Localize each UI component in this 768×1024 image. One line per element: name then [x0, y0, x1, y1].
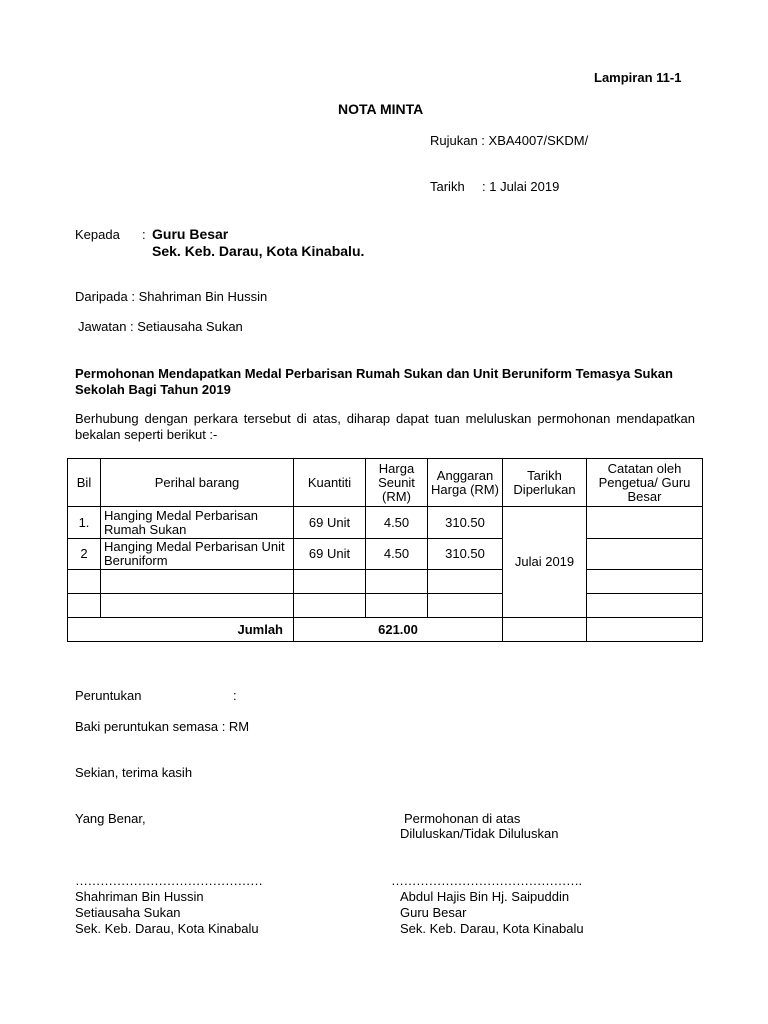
- row-bil: 2: [68, 539, 101, 570]
- approval-line-1: Permohonan di atas: [404, 811, 521, 826]
- closing-salutation: Yang Benar,: [75, 811, 146, 826]
- items-table: [67, 458, 703, 642]
- header-harga-seunit: Harga Seunit (RM): [366, 459, 428, 507]
- signatory-right-school: Sek. Keb. Darau, Kota Kinabalu: [400, 921, 584, 936]
- approval-line-2: Diluluskan/Tidak Diluluskan: [400, 826, 559, 841]
- row-harga: 4.50: [366, 507, 428, 539]
- allocation-label: Peruntukan: [75, 688, 142, 703]
- header-perihal: Perihal barang: [101, 459, 294, 507]
- reference-number: Rujukan : XBA4007/SKDM/: [430, 133, 589, 148]
- signatory-left-position: Setiausaha Sukan: [75, 905, 181, 920]
- document-title: NOTA MINTA: [338, 101, 424, 117]
- total-value: 621.00: [294, 618, 503, 642]
- total-label: Jumlah: [101, 618, 294, 642]
- row-bil: 1.: [68, 507, 101, 539]
- signatory-right-name: Abdul Hajis Bin Hj. Saipuddin: [400, 889, 570, 904]
- lampiran-label: Lampiran 11-1: [594, 70, 682, 85]
- table-row-empty: [68, 570, 703, 594]
- table-total-row: [68, 618, 703, 642]
- subject-line: Permohonan Mendapatkan Medal Perbarisan Rumah Sukan dan Unit Beruniform Temasya Sukan Sekolah Bagi Tahun 2019: [75, 366, 673, 397]
- table-header-row: [68, 459, 703, 507]
- row-perihal: Hanging Medal Perbarisan Rumah Sukan: [101, 507, 294, 539]
- allocation-colon: :: [233, 688, 237, 703]
- recipient-label: Kepada: [75, 227, 120, 242]
- header-anggaran: Anggaran Harga (RM): [428, 459, 503, 507]
- recipient-name: Guru Besar: [152, 226, 229, 242]
- signatory-left-school: Sek. Keb. Darau, Kota Kinabalu: [75, 921, 259, 936]
- signature-line-left: ………………………………………: [75, 873, 263, 888]
- closing-thanks: Sekian, terima kasih: [75, 765, 193, 780]
- row-anggaran: 310.50: [428, 507, 503, 539]
- table-row: [68, 507, 703, 539]
- sender-name: Daripada : Shahriman Bin Hussin: [75, 289, 268, 304]
- header-kuantiti: Kuantiti: [294, 459, 366, 507]
- row-kuantiti: 69 Unit: [294, 507, 366, 539]
- date-value: : 1 Julai 2019: [482, 179, 560, 194]
- table-row: [68, 539, 703, 570]
- header-bil: Bil: [68, 459, 101, 507]
- row-kuantiti: 69 Unit: [294, 539, 366, 570]
- recipient-colon: :: [142, 227, 146, 242]
- row-perihal: Hanging Medal Perbarisan Unit Beruniform: [101, 539, 294, 570]
- signatory-left-name: Shahriman Bin Hussin: [75, 889, 204, 904]
- row-catatan: [587, 507, 703, 539]
- recipient-school: Sek. Keb. Darau, Kota Kinabalu.: [152, 243, 365, 259]
- current-balance: Baki peruntukan semasa : RM: [75, 719, 250, 734]
- row-anggaran: 310.50: [428, 539, 503, 570]
- sender-position: Jawatan : Setiausaha Sukan: [78, 319, 243, 334]
- row-harga: 4.50: [366, 539, 428, 570]
- signature-line-right: ……………………………………….: [391, 873, 582, 888]
- request-paragraph: Berhubung dengan perkara tersebut di atas, diharap dapat tuan meluluskan permohonan mendapatkan bekalan seperti berikut :-: [75, 411, 695, 442]
- tarikh-diperlukan-cell: Julai 2019: [503, 507, 587, 618]
- header-catatan: Catatan oleh Pengetua/ Guru Besar: [587, 459, 703, 507]
- signatory-right-position: Guru Besar: [400, 905, 467, 920]
- row-catatan: [587, 539, 703, 570]
- date-label: Tarikh: [430, 179, 465, 194]
- table-row-empty: [68, 594, 703, 618]
- header-tarikh: Tarikh Diperlukan: [503, 459, 587, 507]
